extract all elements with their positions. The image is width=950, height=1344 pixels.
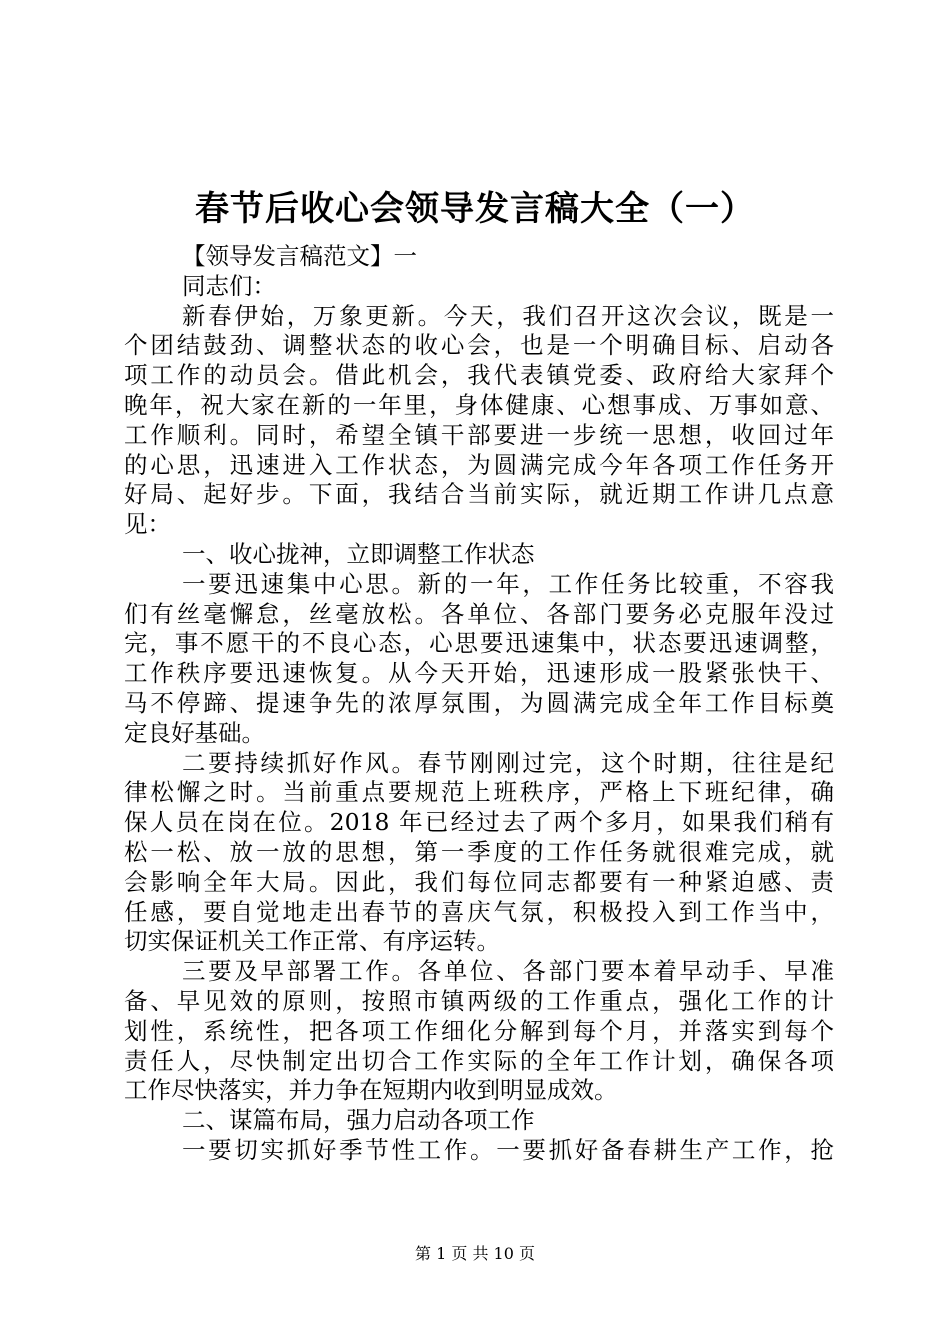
text-line: 们有丝毫懈怠，丝毫放松。各单位、各部门要务必克服年没过 — [124, 599, 834, 628]
text-line: 三要及早部署工作。各单位、各部门要本着早动手、早准 — [182, 957, 834, 986]
text-line: 好局、起好步。下面，我结合当前实际，就近期工作讲几点意 — [124, 480, 834, 509]
text-line: 保人员在岗在位。2018 年已经过去了两个多月，如果我们稍有 — [124, 808, 834, 837]
text-line: 一要切实抓好季节性工作。一要抓好备春耕生产工作，抢 — [182, 1135, 834, 1164]
text-line: 工作尽快落实，并力争在短期内收到明显成效。 — [124, 1076, 618, 1105]
text-line: 马不停蹄、提速争先的浓厚氛围，为圆满完成全年工作目标奠 — [124, 688, 834, 717]
text-line: 会影响全年大局。因此，我们每位同志都要有一种紧迫感、责 — [124, 867, 834, 896]
text-line: 责任人，尽快制定出切合工作实际的全年工作计划，确保各项 — [124, 1046, 834, 1075]
text-line: 同志们： — [182, 271, 276, 300]
document-title: 春节后收心会领导发言稿大全（一） — [195, 189, 755, 229]
text-line: 完，事不愿干的不良心态，心思要迅速集中，状态要迅速调整， — [124, 629, 834, 658]
text-line: 划性，系统性，把各项工作细化分解到每个月，并落实到每个 — [124, 1016, 834, 1045]
text-line: 松一松、放一放的思想，第一季度的工作任务就很难完成，就 — [124, 837, 834, 866]
text-line: 定良好基础。 — [124, 718, 265, 747]
text-line: 一要迅速集中心思。新的一年，工作任务比较重，不容我 — [182, 569, 834, 598]
text-line: 的心思，迅速进入工作状态，为圆满完成今年各项工作任务开 — [124, 450, 834, 479]
text-line: 工作顺利。同时，希望全镇干部要进一步统一思想，收回过年 — [124, 420, 834, 449]
document-body — [124, 242, 834, 1166]
page-footer: 第 1 页 共 10 页 — [415, 1244, 535, 1263]
text-line: 项工作的动员会。借此机会，我代表镇党委、政府给大家拜个 — [124, 361, 834, 390]
text-line: 二要持续抓好作风。春节刚刚过完，这个时期，往往是纪 — [182, 748, 834, 777]
text-line: 一、收心拢神，立即调整工作状态 — [182, 539, 535, 568]
text-line: 新春伊始，万象更新。今天，我们召开这次会议，既是一 — [182, 301, 834, 330]
text-line: 二、谋篇布局，强力启动各项工作 — [182, 1106, 535, 1135]
text-line: 晚年，祝大家在新的一年里，身体健康、心想事成、万事如意、 — [124, 390, 834, 419]
text-line: 任感，要自觉地走出春节的喜庆气氛，积极投入到工作当中， — [124, 897, 834, 926]
text-line: 【领导发言稿范文】一 — [182, 242, 417, 270]
text-line: 见： — [124, 510, 171, 539]
text-line: 个团结鼓劲、调整状态的收心会，也是一个明确目标、启动各 — [124, 331, 834, 360]
text-line: 备、早见效的原则，按照市镇两级的工作重点，强化工作的计 — [124, 986, 834, 1015]
text-line: 切实保证机关工作正常、有序运转。 — [124, 927, 500, 956]
text-line: 律松懈之时。当前重点要规范上班秩序，严格上下班纪律，确 — [124, 778, 834, 807]
text-line: 工作秩序要迅速恢复。从今天开始，迅速形成一股紧张快干、 — [124, 659, 834, 688]
